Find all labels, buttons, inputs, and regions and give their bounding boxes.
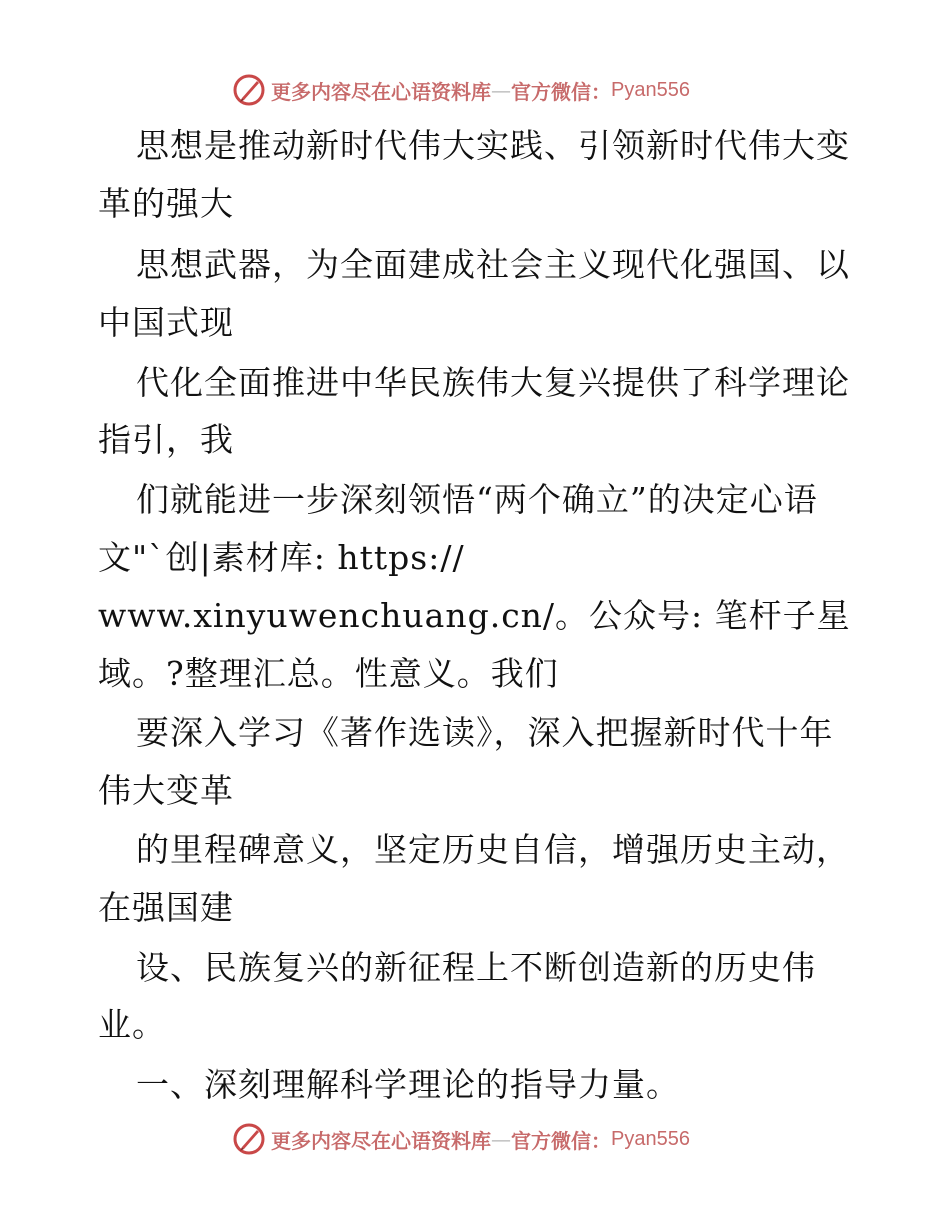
footer-banner: [232, 1119, 690, 1159]
banner-separator: —: [491, 78, 511, 102]
text-line: 业。: [98, 1005, 166, 1044]
banner-wechat-label: 官方微信：: [511, 1128, 611, 1153]
banner-wechat-id: Pyan556: [611, 78, 690, 101]
text-line: 革的强大: [98, 184, 234, 223]
text-line: 域。?整理汇总。性意义。我们: [98, 654, 559, 693]
banner-title: 更多内容尽在心语资料库: [271, 1128, 491, 1153]
text-line: 设、民族复兴的新征程上不断创造新的历史伟: [136, 948, 816, 987]
banner-wechat-id: Pyan556: [611, 1127, 690, 1150]
text-line: 们就能进一步深刻领悟“两个确立”的决定心语: [136, 480, 818, 519]
banner-title: 更多内容尽在心语资料库: [271, 79, 491, 104]
text-line: www.xinyuwenchuang.cn/。公众号: 笔杆子星: [98, 596, 851, 635]
text-line: 在强国建: [98, 888, 234, 927]
banner-wechat-label: 官方微信：: [511, 79, 611, 104]
text-line: 文"`创|素材库: https://: [98, 538, 465, 577]
text-line: 思想是推动新时代伟大实践、引领新时代伟大变: [136, 126, 850, 165]
banner-separator: —: [491, 1127, 511, 1151]
text-line: 思想武器，为全面建成社会主义现代化强国、以: [136, 245, 850, 284]
quill-circle-logo-icon: [232, 73, 266, 107]
text-line: 代化全面推进中华民族伟大复兴提供了科学理论: [136, 363, 850, 402]
text-line: 指引，我: [98, 420, 234, 459]
text-line: 要深入学习《著作选读》，深入把握新时代十年: [136, 713, 834, 752]
text-line: 中国式现: [98, 303, 234, 342]
section-heading: 一、深刻理解科学理论的指导力量。: [136, 1065, 680, 1104]
text-line: 的里程碑意义，坚定历史自信，增强历史主动，: [136, 830, 850, 869]
quill-circle-logo-icon: [232, 1122, 266, 1156]
header-banner: [232, 70, 690, 110]
text-line: 伟大变革: [98, 771, 234, 810]
